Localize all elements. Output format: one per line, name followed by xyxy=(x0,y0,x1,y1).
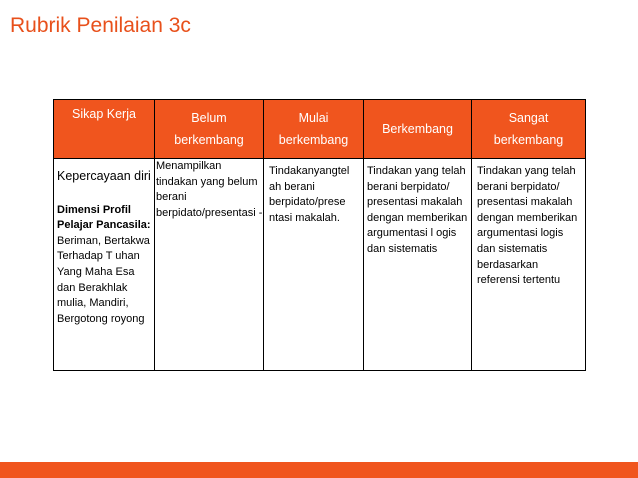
cell-sangat-berkembang-text: Tindakan yang telah berani berpidato/ presentasi makalah dengan memberikan argumentasi logis dan sistematis berdasarkan referensi tertentu xyxy=(477,165,578,287)
dimension-text: Beriman, Bertakwa Terhadap T uhan Yang Maha Esa dan Berakhlak mulia, Mandiri, Bergotong royong xyxy=(57,234,150,325)
header-berkembang-label: Berkembang xyxy=(382,122,453,136)
cell-mulai-berkembang-text: Tindakanyangtel ah berani berpidato/prese ntasi makalah. xyxy=(269,165,350,224)
header-mulai-berkembang-label: Mulai berkembang xyxy=(278,111,349,147)
cell-sangat-berkembang xyxy=(472,159,586,371)
header-belum-berkembang-label: Belum berkembang xyxy=(174,111,244,147)
criterion-name: Kepercayaan diri xyxy=(57,169,151,183)
cell-mulai-berkembang xyxy=(264,159,364,371)
header-mulai-berkembang xyxy=(264,100,364,159)
header-sangat-berkembang xyxy=(472,100,586,159)
cell-berkembang xyxy=(364,159,472,371)
header-belum-berkembang xyxy=(155,100,264,159)
slide-title: Rubrik Penilaian 3c xyxy=(10,14,191,37)
criterion-cell xyxy=(54,159,155,371)
table-header-row xyxy=(54,100,586,159)
cell-belum-berkembang-text: Menampilkan tindakan yang belum berani berpidato/presentasi - xyxy=(156,160,263,219)
rubric-table xyxy=(53,99,586,371)
header-sikap-kerja: Sikap Kerja xyxy=(54,100,155,159)
header-berkembang xyxy=(364,100,472,159)
cell-belum-berkembang xyxy=(155,159,264,371)
cell-berkembang-text: Tindakan yang telah berani berpidato/ presentasi makalah dengan memberikan argumentasi l ogis dan sistematis xyxy=(367,165,468,255)
table-row xyxy=(54,159,586,371)
dimension-label: Dimensi Profil Pelajar Pancasila: xyxy=(57,203,151,232)
header-sangat-berkembang-label: Sangat berkembang xyxy=(493,111,564,147)
footer-accent-bar xyxy=(0,462,638,478)
